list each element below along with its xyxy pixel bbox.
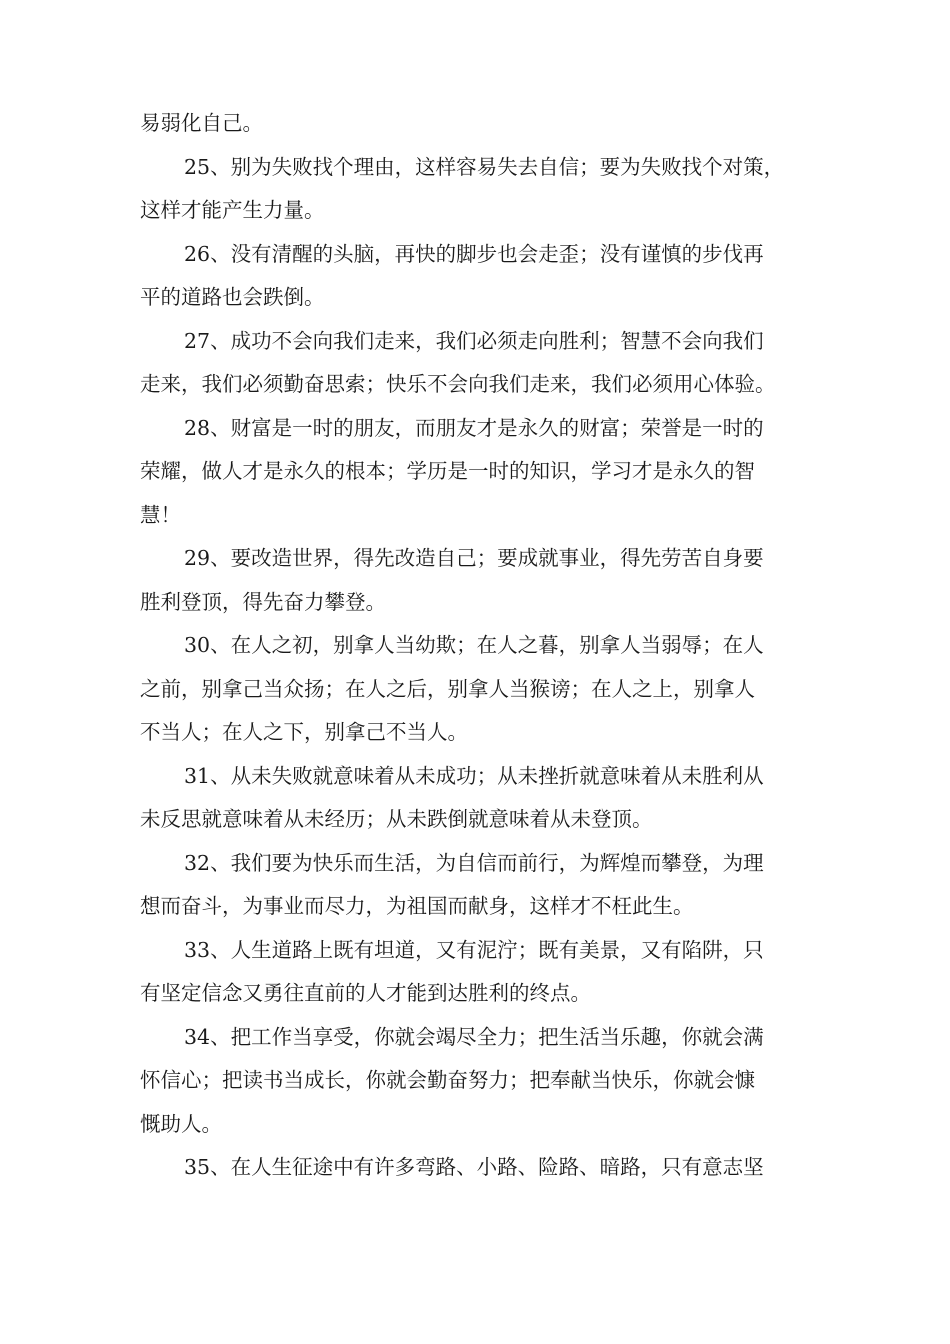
paragraph-29-line-1: 29、要改造世界，得先改造自己；要成就事业，得先劳苦自身要 <box>184 546 764 570</box>
paragraph-27-line-2: 走来，我们必须勤奋思索；快乐不会向我们走来，我们必须用心体验。 <box>140 372 776 396</box>
paragraph-30-line-1: 30、在人之初，别拿人当幼欺；在人之暮，别拿人当弱辱；在人 <box>184 633 764 657</box>
paragraph-34-line-2: 怀信心；把读书当成长，你就会勤奋努力；把奉献当快乐，你就会慷 <box>140 1068 755 1092</box>
paragraph-25-line-1: 25、别为失败找个理由，这样容易失去自信；要为失败找个对策， <box>184 154 785 179</box>
paragraph-27-line-1: 27、成功不会向我们走来，我们必须走向胜利；智慧不会向我们 <box>184 328 764 353</box>
paragraph-30-line-3: 不当人；在人之下，别拿己不当人。 <box>140 720 468 744</box>
paragraph-35-line-1: 35、在人生征途中有许多弯路、小路、险路、暗路，只有意志坚 <box>184 1155 764 1179</box>
paragraph-31-line-2: 未反思就意味着从未经历；从未跌倒就意味着从未登顶。 <box>140 807 653 831</box>
paragraph-28-line-2: 荣耀，做人才是永久的根本；学历是一时的知识，学习才是永久的智 <box>140 459 755 483</box>
text-line: 易弱化自己。 <box>140 111 263 135</box>
paragraph-31-line-1: 31、从未失败就意味着从未成功；从未挫折就意味着从未胜利从 <box>184 763 764 788</box>
paragraph-34-line-1: 34、把工作当享受，你就会竭尽全力；把生活当乐趣，你就会满 <box>184 1024 764 1049</box>
paragraph-32-line-2: 想而奋斗，为事业而尽力，为祖国而献身，这样才不枉此生。 <box>140 894 694 918</box>
paragraph-26-line-2: 平的道路也会跌倒。 <box>140 285 325 309</box>
paragraph-28-line-1: 28、财富是一时的朋友，而朋友才是永久的财富；荣誉是一时的 <box>184 415 764 440</box>
paragraph-33-line-1: 33、人生道路上既有坦道，又有泥泞；既有美景，又有陷阱，只 <box>184 937 764 962</box>
document-body <box>140 102 820 1190</box>
paragraph-34-line-3: 慨助人。 <box>140 1111 222 1136</box>
paragraph-32-line-1: 32、我们要为快乐而生活，为自信而前行，为辉煌而攀登，为理 <box>184 850 764 875</box>
paragraph-26-line-1: 26、没有清醒的头脑，再快的脚步也会走歪；没有谨慎的步伐再 <box>184 241 764 266</box>
paragraph-33-line-2: 有坚定信念又勇往直前的人才能到达胜利的终点。 <box>140 981 591 1005</box>
paragraph-30-line-2: 之前，别拿己当众扬；在人之后，别拿人当猴谤；在人之上，别拿人 <box>140 676 755 701</box>
paragraph-25-line-2: 这样才能产生力量。 <box>140 198 325 222</box>
paragraph-29-line-2: 胜利登顶，得先奋力攀登。 <box>140 589 386 614</box>
paragraph-28-line-3: 慧！ <box>140 502 181 527</box>
